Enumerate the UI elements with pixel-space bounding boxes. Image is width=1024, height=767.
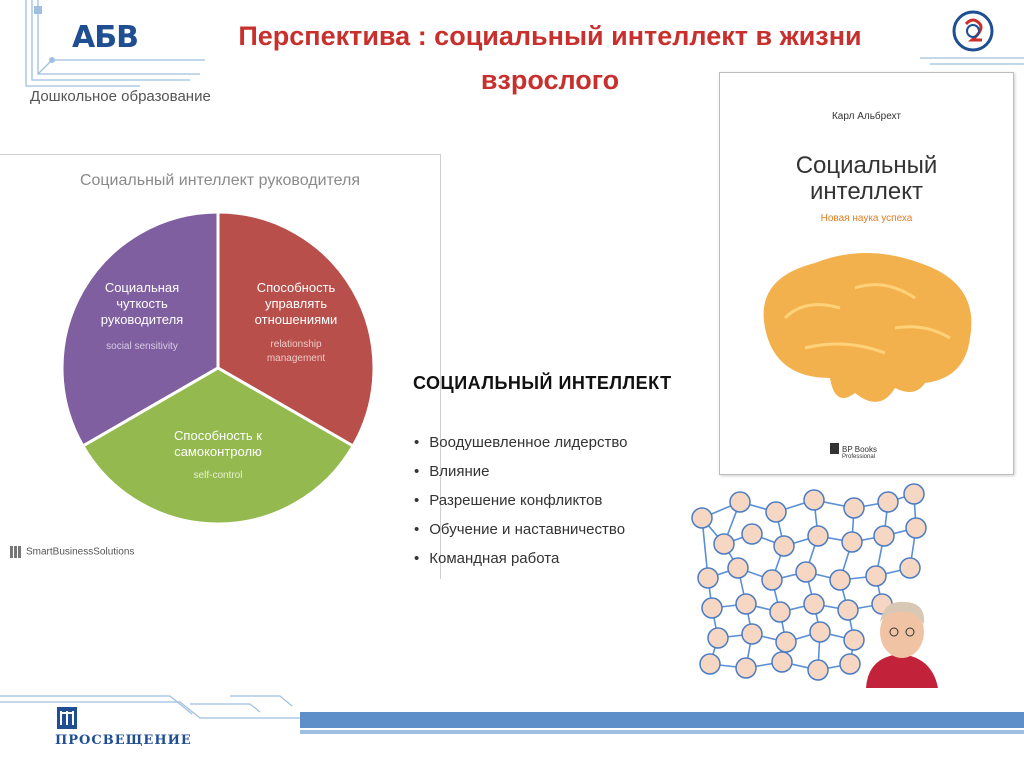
skills-list: [414, 434, 627, 579]
thinking-man-icon: [866, 602, 938, 688]
bullet-item: • Командная работа: [414, 550, 627, 579]
svg-text:relationship: relationship: [270, 339, 322, 350]
bullet-item: • Обучение и наставничество: [414, 521, 627, 550]
bullet-item: • Воодушевленное лидерство: [414, 434, 627, 463]
svg-text:Способность: Способность: [256, 280, 336, 295]
slide-title: Перспектива : социальный интеллект в жизни взрослого: [238, 21, 862, 95]
svg-text:social sensitivity: social sensitivity: [106, 341, 178, 352]
book-publisher: BP Books Professional: [842, 445, 877, 460]
footer-band: [0, 690, 1024, 767]
pie-title: Социальный интеллект руководителя: [79, 172, 361, 189]
prosveshchenie-logo-text: ПРОСВЕЩЕНИЕ: [55, 733, 192, 748]
abv-logo: АБВ: [72, 20, 138, 55]
svg-text:руководителя: руководителя: [100, 312, 184, 327]
brand-subtitle: Дошкольное образование: [30, 88, 211, 105]
sbs-brand: SmartBusinessSolutions: [10, 546, 134, 558]
svg-text:отношениями: отношениями: [254, 312, 338, 327]
book-emblem-icon: [55, 705, 79, 731]
round-circuit-logo-icon: [952, 10, 994, 52]
book-cover: [719, 72, 1014, 475]
svg-text:самоконтролю: самоконтролю: [174, 444, 262, 459]
svg-text:чуткость: чуткость: [116, 296, 168, 311]
bullet-item: • Влияние: [414, 463, 627, 492]
bp-books-mark: [830, 443, 839, 454]
book-author: Карл Альбрехт: [831, 111, 902, 122]
pie-chart: [58, 208, 382, 532]
people-network-icon: [688, 482, 940, 688]
book-subtitle: Новая наука успеха: [820, 213, 913, 224]
svg-text:management: management: [266, 353, 326, 364]
svg-text:Социальная: Социальная: [104, 280, 180, 295]
svg-text:управлять: управлять: [265, 296, 327, 311]
social-intelligence-heading: СОЦИАЛЬНЫЙ ИНТЕЛЛЕКТ: [413, 373, 672, 393]
svg-text:Способность к: Способность к: [174, 428, 262, 443]
fish-brain-icon: [745, 238, 985, 423]
svg-text:self-control: self-control: [193, 470, 243, 481]
bullet-item: • Разрешение конфликтов: [414, 492, 627, 521]
book-title: Социальный интеллект: [795, 152, 938, 205]
